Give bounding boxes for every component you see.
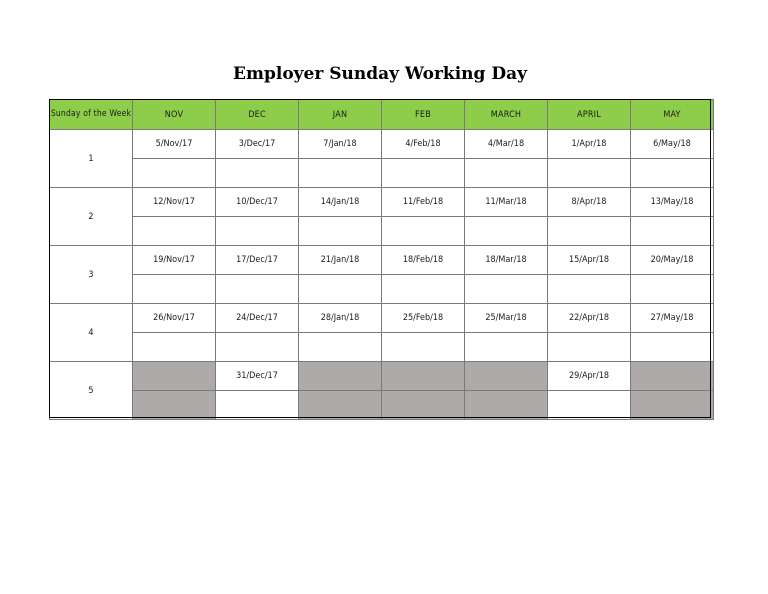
- blank-cell-nov: [133, 275, 216, 304]
- date-cell-april: 1/Apr/18: [548, 130, 631, 159]
- blank-cell-dec: [216, 391, 299, 420]
- blank-cell-dec: [216, 275, 299, 304]
- date-cell-dec: 17/Dec/17: [216, 246, 299, 275]
- week-number-cell: 2: [50, 188, 133, 246]
- date-cell-may: [631, 362, 714, 391]
- blank-cell-jan: [299, 391, 382, 420]
- header-week-label: Sunday of the Week: [50, 100, 133, 130]
- date-cell-dec: 24/Dec/17: [216, 304, 299, 333]
- date-cell-dec: 3/Dec/17: [216, 130, 299, 159]
- week-number-cell: 3: [50, 246, 133, 304]
- blank-cell-dec: [216, 159, 299, 188]
- date-cell-may: 13/May/18: [631, 188, 714, 217]
- table-row: [50, 333, 714, 362]
- date-cell-nov: 12/Nov/17: [133, 188, 216, 217]
- week-number-cell: 4: [50, 304, 133, 362]
- week-number-cell: 5: [50, 362, 133, 420]
- table-row: [50, 362, 714, 391]
- date-cell-march: 18/Mar/18: [465, 246, 548, 275]
- date-cell-march: 25/Mar/18: [465, 304, 548, 333]
- blank-cell-nov: [133, 159, 216, 188]
- blank-cell-march: [465, 275, 548, 304]
- table-row: [50, 391, 714, 420]
- blank-cell-jan: [299, 275, 382, 304]
- table-row: [50, 246, 714, 275]
- blank-cell-april: [548, 391, 631, 420]
- blank-cell-nov: [133, 217, 216, 246]
- sunday-schedule-table: [49, 99, 714, 420]
- date-cell-nov: [133, 362, 216, 391]
- date-cell-feb: 11/Feb/18: [382, 188, 465, 217]
- date-cell-jan: 28/Jan/18: [299, 304, 382, 333]
- page-title: Employer Sunday Working Day: [233, 64, 527, 84]
- date-cell-jan: 21/Jan/18: [299, 246, 382, 275]
- blank-cell-april: [548, 159, 631, 188]
- table-row: [50, 159, 714, 188]
- blank-cell-april: [548, 333, 631, 362]
- date-cell-march: 4/Mar/18: [465, 130, 548, 159]
- date-cell-jan: 14/Jan/18: [299, 188, 382, 217]
- blank-cell-april: [548, 217, 631, 246]
- table-row: [50, 304, 714, 333]
- blank-cell-nov: [133, 391, 216, 420]
- blank-cell-march: [465, 159, 548, 188]
- date-cell-jan: 7/Jan/18: [299, 130, 382, 159]
- blank-cell-march: [465, 333, 548, 362]
- header-month-feb: FEB: [382, 100, 465, 130]
- blank-cell-jan: [299, 159, 382, 188]
- header-month-may: MAY: [631, 100, 714, 130]
- blank-cell-march: [465, 391, 548, 420]
- date-cell-nov: 26/Nov/17: [133, 304, 216, 333]
- blank-cell-may: [631, 159, 714, 188]
- blank-cell-jan: [299, 217, 382, 246]
- date-cell-feb: [382, 362, 465, 391]
- blank-cell-dec: [216, 217, 299, 246]
- blank-cell-may: [631, 391, 714, 420]
- date-cell-april: 8/Apr/18: [548, 188, 631, 217]
- header-month-april: APRIL: [548, 100, 631, 130]
- date-cell-may: 20/May/18: [631, 246, 714, 275]
- blank-cell-may: [631, 275, 714, 304]
- blank-cell-may: [631, 333, 714, 362]
- date-cell-april: 22/Apr/18: [548, 304, 631, 333]
- table-row: [50, 130, 714, 159]
- date-cell-nov: 19/Nov/17: [133, 246, 216, 275]
- header-month-march: MARCH: [465, 100, 548, 130]
- date-cell-march: [465, 362, 548, 391]
- date-cell-dec: 31/Dec/17: [216, 362, 299, 391]
- header-month-nov: NOV: [133, 100, 216, 130]
- blank-cell-april: [548, 275, 631, 304]
- blank-cell-feb: [382, 333, 465, 362]
- date-cell-may: 6/May/18: [631, 130, 714, 159]
- date-cell-feb: 25/Feb/18: [382, 304, 465, 333]
- blank-cell-march: [465, 217, 548, 246]
- blank-cell-dec: [216, 333, 299, 362]
- date-cell-march: 11/Mar/18: [465, 188, 548, 217]
- date-cell-nov: 5/Nov/17: [133, 130, 216, 159]
- date-cell-april: 29/Apr/18: [548, 362, 631, 391]
- date-cell-april: 15/Apr/18: [548, 246, 631, 275]
- blank-cell-feb: [382, 159, 465, 188]
- header-row: [50, 100, 714, 130]
- blank-cell-nov: [133, 333, 216, 362]
- date-cell-dec: 10/Dec/17: [216, 188, 299, 217]
- table-row: [50, 275, 714, 304]
- blank-cell-feb: [382, 275, 465, 304]
- date-cell-feb: 4/Feb/18: [382, 130, 465, 159]
- blank-cell-may: [631, 217, 714, 246]
- header-month-dec: DEC: [216, 100, 299, 130]
- date-cell-may: 27/May/18: [631, 304, 714, 333]
- week-number-cell: 1: [50, 130, 133, 188]
- blank-cell-jan: [299, 333, 382, 362]
- table-row: [50, 188, 714, 217]
- blank-cell-feb: [382, 217, 465, 246]
- blank-cell-feb: [382, 391, 465, 420]
- header-month-jan: JAN: [299, 100, 382, 130]
- date-cell-jan: [299, 362, 382, 391]
- date-cell-feb: 18/Feb/18: [382, 246, 465, 275]
- table-row: [50, 217, 714, 246]
